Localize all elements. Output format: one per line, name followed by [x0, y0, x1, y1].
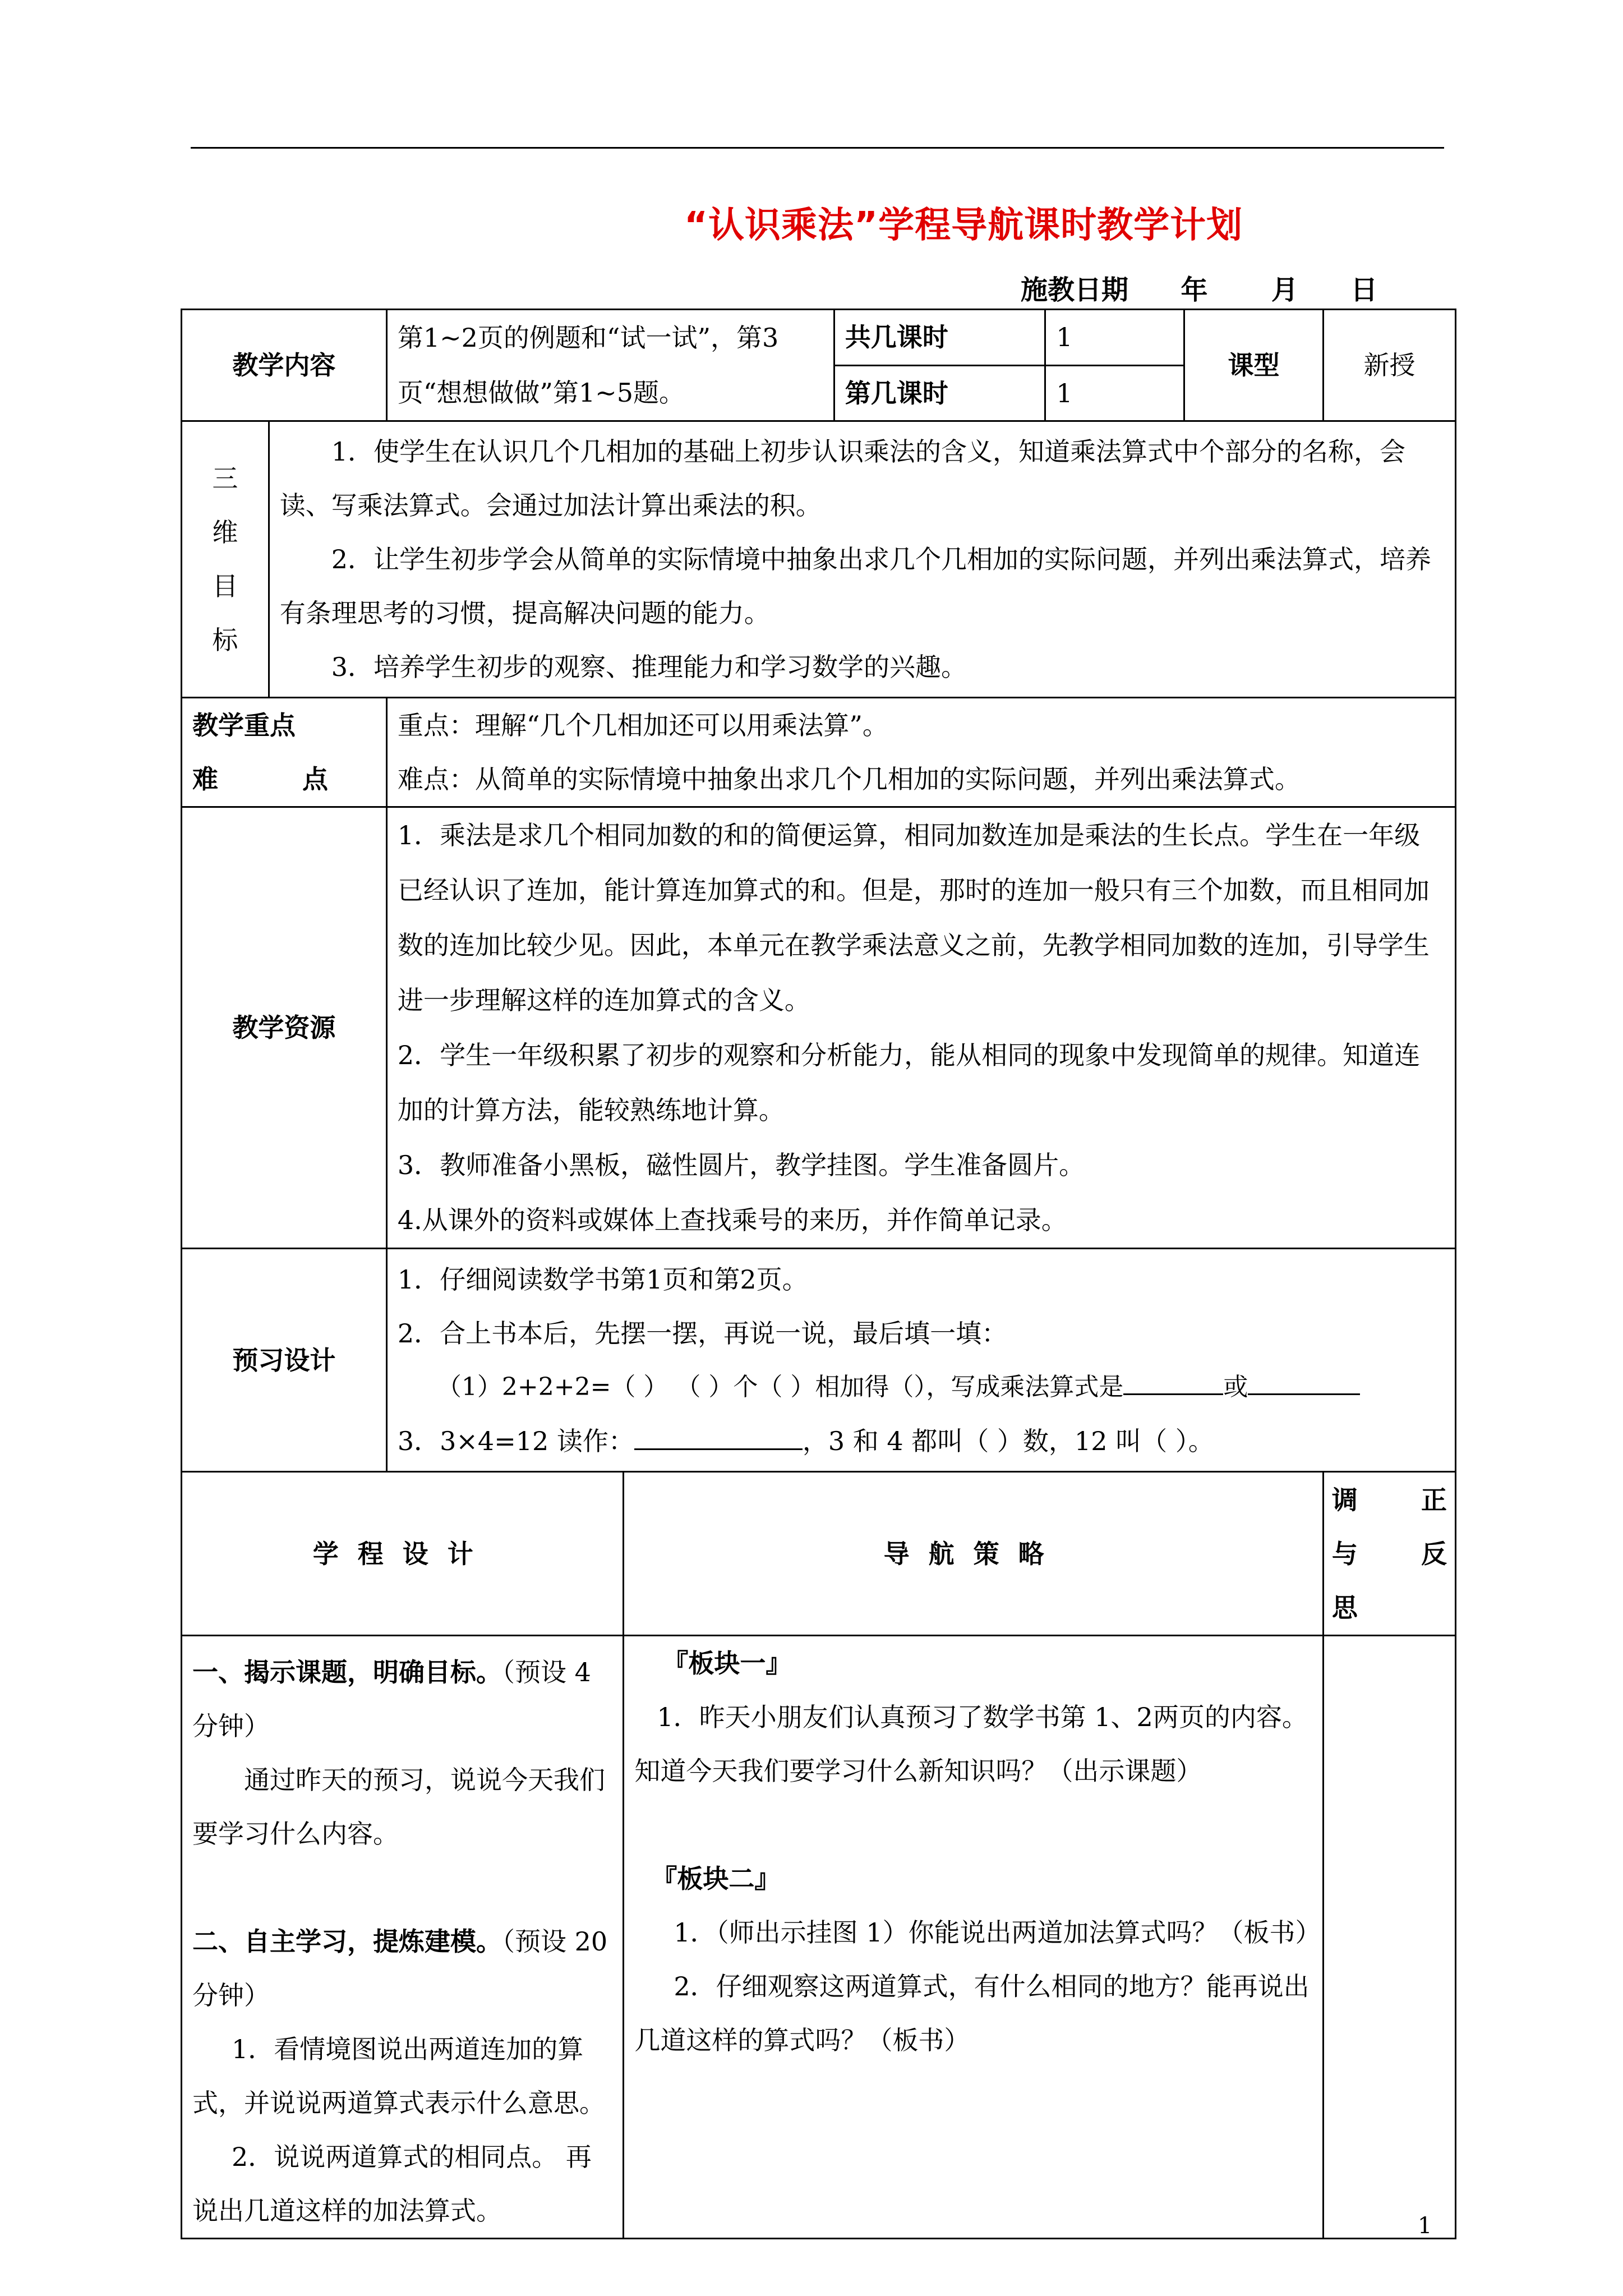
spacer	[192, 1861, 612, 1915]
lesson-type-label: 课型	[1184, 310, 1324, 421]
design-section-1: 一、揭示课题，明确目标。（预设 4 分钟）	[192, 1657, 591, 1741]
date-line	[1021, 268, 1377, 307]
strategy-block-2-item: 2．仔细观察这两道算式，有什么相同的地方？能再说出几道这样的算式吗？（板书）	[634, 1971, 1310, 2055]
resources-label: 教学资源	[182, 807, 387, 1249]
which-lesson-value: 1	[1045, 365, 1184, 421]
lesson-type-value: 新授	[1323, 310, 1455, 421]
strategy-column-header: 导航策略	[624, 1472, 1324, 1636]
design-section-2: 二、自主学习，提炼建模。（预设 20 分钟）	[192, 1926, 608, 2010]
preview-content	[386, 1249, 1455, 1472]
preview-item: 1．仔细阅读数学书第1页和第2页。	[397, 1264, 808, 1295]
which-lesson-label: 第几课时	[834, 365, 1045, 421]
focus-content	[386, 698, 1455, 807]
resource-item: 3．教师准备小黑板，磁性圆片，教学挂图。学生准备圆片。	[397, 1150, 1085, 1180]
preview-item: 3．3×4=12 读作： ，3 和 4 都叫（ ）数，12 叫（ ）。	[397, 1425, 1214, 1456]
goals-label-char: 维	[212, 517, 238, 547]
goals-label-char: 三	[212, 463, 238, 494]
goal-item: 3．培养学生初步的观察、推理能力和学习数学的兴趣。	[331, 652, 967, 682]
strategy-body	[624, 1636, 1324, 2239]
key-point: 重点：理解“几个几相加还可以用乘法算”。	[397, 710, 888, 740]
design-section-1-text: 通过昨天的预习，说说今天我们要学习什么内容。	[192, 1765, 605, 1849]
design-section-2-item: 2．说说两道算式的相同点。 再说出几道这样的加法算式。	[192, 2142, 592, 2226]
page-title: “认识乘法”学程导航课时教学计划	[684, 205, 1243, 246]
total-lessons-value: 1	[1045, 310, 1184, 366]
preview-item: 2．合上书本后，先摆一摆，再说一说，最后填一填：	[397, 1318, 1008, 1349]
preview-item: （1）2+2+2=（ ） （ ）个（ ）相加得（），写成乘法算式是 或	[398, 1360, 1445, 1414]
goals-label	[182, 421, 269, 698]
header-rule	[191, 147, 1444, 149]
strategy-block-1: 『板块一』	[662, 1648, 792, 1678]
goals-content	[269, 421, 1455, 698]
content-label: 教学内容	[182, 310, 387, 421]
focus-label	[182, 698, 387, 807]
design-column-header: 学程设计	[182, 1472, 624, 1636]
design-section-2-item: 1．看情境图说出两道连加的算式，并说说两道算式表示什么意思。	[192, 2034, 605, 2118]
year-label: 年	[1181, 274, 1208, 306]
month-label: 月	[1271, 274, 1298, 306]
strategy-block-2: 『板块二』	[651, 1864, 781, 1894]
spacer	[634, 1798, 1312, 1852]
adjust-body	[1323, 1636, 1455, 2239]
preview-label: 预习设计	[182, 1249, 387, 1472]
page-number: 1	[1418, 2213, 1432, 2239]
total-lessons-label: 共几课时	[834, 310, 1045, 366]
resources-content	[386, 807, 1455, 1249]
resource-item: 2．学生一年级积累了初步的观察和分析能力，能从相同的现象中发现简单的规律。知道连加的计算方法，能较熟练地计算。	[397, 1040, 1421, 1125]
day-label: 日	[1350, 274, 1378, 306]
goal-item: 2．让学生初步学会从简单的实际情境中抽象出求几个几相加的实际问题，并列出乘法算式，培养有条理思考的习惯，提高解决问题的能力。	[279, 544, 1432, 628]
goal-item: 1．使学生在认识几个几相加的基础上初步认识乘法的含义，知道乘法算式中个部分的名称，会读、写乘法算式。会通过加法计算出乘法的积。	[279, 436, 1406, 521]
content-text: 第1~2页的例题和“试一试”，第3页“想想做做”第1~5题。	[386, 310, 834, 421]
difficulty-point: 难点：从简单的实际情境中抽象出求几个几相加的实际问题，并列出乘法算式。	[397, 764, 1301, 794]
resource-item: 4.从课外的资料或媒体上查找乘号的来历，并作简单记录。	[397, 1205, 1067, 1235]
strategy-block-2-item: 1．（师出示挂图 1）你能说出两道加法算式吗？（板书）	[674, 1917, 1321, 1948]
goals-label-char: 标	[212, 625, 238, 655]
lesson-plan-table	[181, 309, 1456, 2239]
focus-label-difficulty: 难 点	[192, 764, 328, 794]
strategy-block-1-text: 1．昨天小朋友们认真预习了数学书第 1、2两页的内容。知道今天我们要学习什么新知识吗？（出示课题）	[634, 1702, 1308, 1786]
adjust-header-grid: 调 正 与 反 思	[1331, 1484, 1447, 1623]
design-body	[182, 1636, 624, 2239]
focus-label-key: 教学重点	[192, 710, 296, 740]
goals-label-char: 目	[212, 571, 238, 601]
date-label: 施教日期	[1021, 274, 1129, 306]
adjust-column-header	[1323, 1472, 1455, 1636]
resource-item: 1．乘法是求几个相同加数的和的简便运算，相同加数连加是乘法的生长点。学生在一年级已经认识了连加，能计算连加算式的和。但是，那时的连加一般只有三个加数，而且相同加数的连加比较少见。因此，本单元在教学乘法意义之前，先教学相同加数的连加，引导学生进一步理解这样的连加算式的含义。	[397, 820, 1430, 1015]
